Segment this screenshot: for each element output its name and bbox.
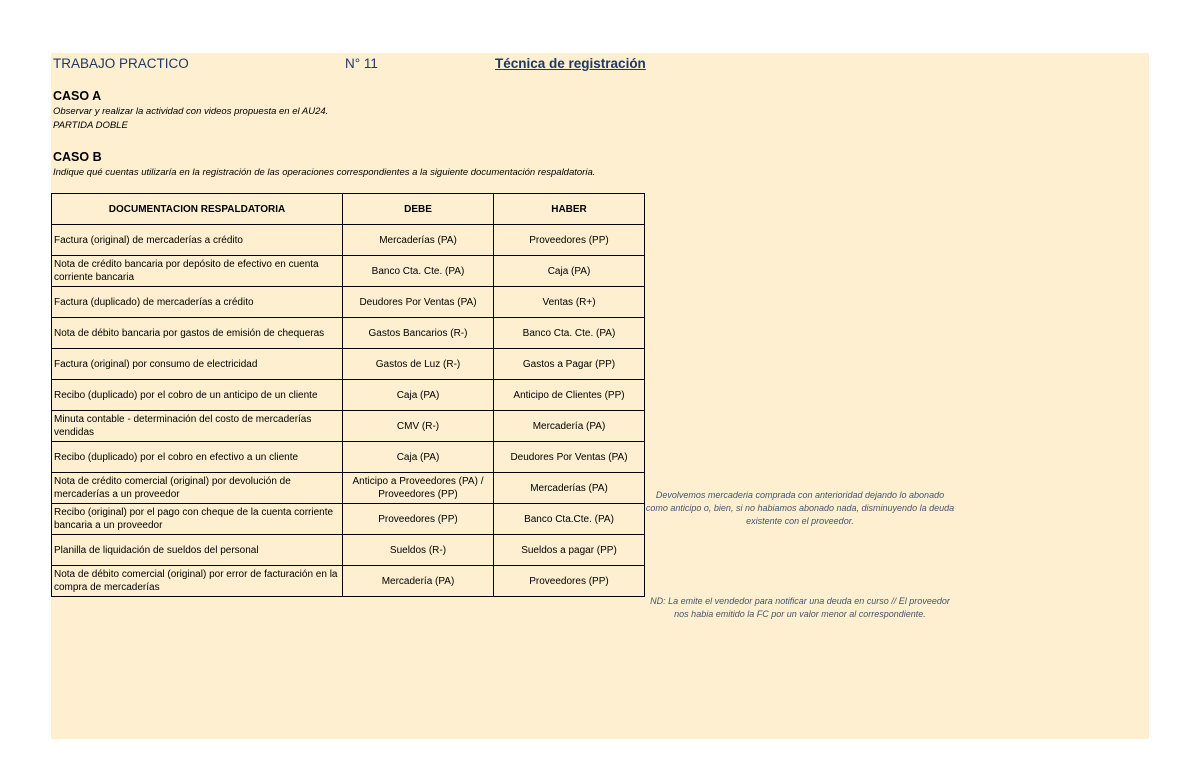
caso-b-instruction: Indique qué cuentas utilizaría en la registración de las operaciones correspondientes a la siguiente documentación respaldatoria. — [53, 167, 596, 178]
cell-documento: Factura (duplicado) de mercaderías a crédito — [52, 287, 343, 318]
cell-haber: Ventas (R+) — [494, 287, 645, 318]
cell-debe: Anticipo a Proveedores (PA) / Proveedores (PP) — [343, 473, 494, 504]
table-row — [52, 287, 645, 318]
cell-haber: Gastos a Pagar (PP) — [494, 349, 645, 380]
cell-haber: Deudores Por Ventas (PA) — [494, 442, 645, 473]
cell-haber: Caja (PA) — [494, 256, 645, 287]
cell-debe: Caja (PA) — [343, 442, 494, 473]
cell-documento: Nota de crédito bancaria por depósito de efectivo en cuenta corriente bancaria — [52, 256, 343, 287]
table-row — [52, 349, 645, 380]
cell-documento: Nota de débito comercial (original) por error de facturación en la compra de mercaderías — [52, 566, 343, 597]
cell-haber: Anticipo de Clientes (PP) — [494, 380, 645, 411]
cell-debe: Proveedores (PP) — [343, 504, 494, 535]
practice-number: N° 11 — [345, 56, 378, 71]
cell-documento: Nota de débito bancaria por gastos de emisión de chequeras — [52, 318, 343, 349]
cell-debe: Banco Cta. Cte. (PA) — [343, 256, 494, 287]
table-row — [52, 318, 645, 349]
cell-haber: Mercaderías (PA) — [494, 473, 645, 504]
table-row — [52, 566, 645, 597]
cell-documento: Recibo (duplicado) por el cobro de un anticipo de un cliente — [52, 380, 343, 411]
caso-a-line1: Observar y realizar la actividad con videos propuesta en el AU24. — [53, 106, 329, 117]
cell-documento: Nota de crédito comercial (original) por devolución de mercaderías a un proveedor — [52, 473, 343, 504]
cell-debe: Caja (PA) — [343, 380, 494, 411]
cell-documento: Recibo (duplicado) por el cobro en efectivo a un cliente — [52, 442, 343, 473]
cell-debe: Mercaderías (PA) — [343, 225, 494, 256]
cell-haber: Banco Cta. Cte. (PA) — [494, 318, 645, 349]
cell-debe: Deudores Por Ventas (PA) — [343, 287, 494, 318]
note-nota-debito: ND: La emite el vendedor para notificar una deuda en curso // El proveedor nos habia emitido la FC por un valor menor al correspondiente. — [650, 596, 950, 619]
table-row — [52, 380, 645, 411]
table-row — [52, 504, 645, 535]
table-row — [52, 225, 645, 256]
caso-b-label: CASO B — [53, 150, 102, 164]
header-debe: DEBE — [343, 194, 494, 225]
table-row — [52, 473, 645, 504]
cell-debe: CMV (R-) — [343, 411, 494, 442]
cell-haber: Proveedores (PP) — [494, 566, 645, 597]
page-title: TRABAJO PRACTICO — [53, 56, 189, 71]
title-row — [53, 56, 753, 74]
caso-a-label: CASO A — [53, 89, 102, 103]
cell-haber: Mercadería (PA) — [494, 411, 645, 442]
table-row — [52, 535, 645, 566]
header-haber: HABER — [494, 194, 645, 225]
cell-documento: Planilla de liquidación de sueldos del personal — [52, 535, 343, 566]
caso-a-line2: PARTIDA DOBLE — [53, 120, 128, 131]
cell-documento: Minuta contable - determinación del costo de mercaderías vendidas — [52, 411, 343, 442]
table-row — [52, 256, 645, 287]
table-row — [52, 442, 645, 473]
cell-haber: Banco Cta.Cte. (PA) — [494, 504, 645, 535]
cell-documento: Factura (original) por consumo de electricidad — [52, 349, 343, 380]
cell-haber: Sueldos a pagar (PP) — [494, 535, 645, 566]
header-documentacion: DOCUMENTACION RESPALDATORIA — [52, 194, 343, 225]
cell-documento: Recibo (original) por el pago con cheque de la cuenta corriente bancaria a un proveedor — [52, 504, 343, 535]
accounts-table — [51, 193, 645, 597]
cell-haber: Proveedores (PP) — [494, 225, 645, 256]
cell-debe: Gastos de Luz (R-) — [343, 349, 494, 380]
table-row — [52, 411, 645, 442]
note-devolucion: Devolvemos mercaderia comprada con anterioridad dejando lo abonado como anticipo o, bien, si no habiamos abonado nada, disminuyendo la deuda existente con el proveedor. — [645, 490, 955, 526]
table-header-row — [52, 194, 645, 225]
cell-documento: Factura (original) de mercaderías a crédito — [52, 225, 343, 256]
cell-debe: Sueldos (R-) — [343, 535, 494, 566]
cell-debe: Mercadería (PA) — [343, 566, 494, 597]
cell-debe: Gastos Bancarios (R-) — [343, 318, 494, 349]
practice-subject: Técnica de registración — [495, 56, 646, 71]
